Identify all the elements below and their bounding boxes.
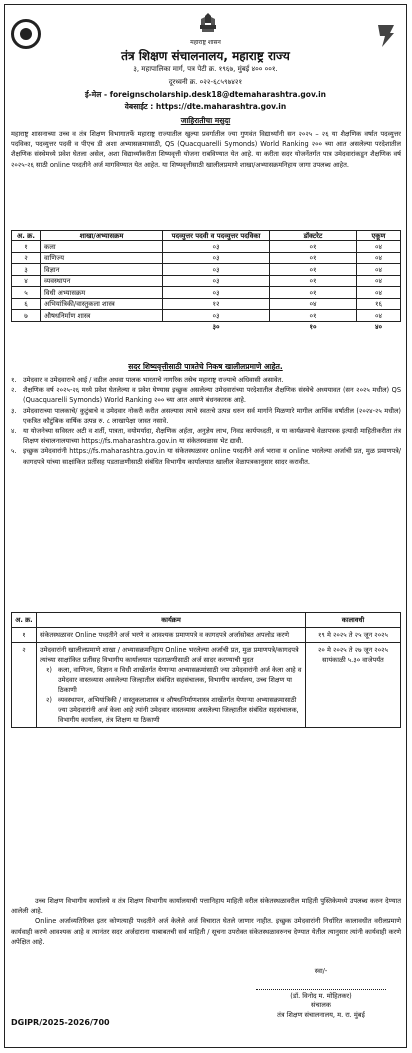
cell-serial: ७	[12, 310, 41, 322]
cell-total: ०४	[357, 241, 401, 253]
closing-paragraph: उच्च शिक्षण विभागीय कार्यालये व तंत्र शिक्षण विभागीय कार्यालयाची पत्तानिहाय माहिती वरील संकेतस्थळावरील माहिती पुस्तिकेमध्ये उपलब्ध करुन देण्यात आलेली आहे.	[11, 897, 401, 916]
cell-branch: व्यवस्थापन	[41, 275, 163, 287]
department-title: तंत्र शिक्षण संचालनालय, महाराष्ट्र राज्य	[121, 49, 290, 63]
signature-block	[246, 967, 396, 1020]
table-row	[12, 298, 401, 310]
notice-title: जाहिरातीचा मसुदा	[180, 116, 231, 125]
col-header-total: एकूण	[357, 231, 401, 241]
letterhead	[5, 5, 406, 127]
ashoka-emblem-icon	[197, 13, 219, 37]
sub-item	[40, 665, 302, 695]
cell-doctorate: ०१	[270, 287, 357, 299]
cell-total: ०४	[357, 275, 401, 287]
address-line: ३, महापालिका मार्ग, पत्र पेटी क्र. १९६७, मुंबई ४०० ००१.	[133, 65, 278, 73]
sub-item-number: २)	[46, 696, 53, 704]
totals-row	[12, 321, 401, 332]
sub-item-text: व्यवस्थापन, अभियांत्रिकी / वास्तुकलाशास्त्र व औषधनिर्माणशास्त्र शाखेंतर्गत येणाऱ्या अभ्यासक्रमासाठी ज्या उमेदवारांनी अर्ज केला आहे त्यांनी उमेदवार वास्तव्यास असलेल्या जिल्हातील संबंधित सहसंचालक, विभागीय कार्यालय, तंत्र शिक्षण या ठिकाणी	[58, 696, 299, 724]
cell-pg: ०३	[163, 241, 270, 253]
signature-sd: स्वा/-	[314, 967, 328, 975]
cell-branch: विधी अभ्यासक्रम	[41, 287, 163, 299]
signature-line	[256, 977, 386, 990]
cell-doctorate: ०१	[270, 264, 357, 276]
condition-item	[11, 375, 401, 385]
conditions-title: सदर शिष्यवृत्तीसाठी पात्रतेचे निकष खालीलप्रमाणे आहेत.	[128, 362, 283, 371]
cell-doctorate: ०१	[270, 275, 357, 287]
condition-number: ४.	[11, 427, 17, 436]
signatory-name: (डॉ. विनोद म. मोहितकर)	[290, 991, 352, 1000]
col-header-serial: अ. क्र.	[12, 231, 41, 241]
table-row	[12, 643, 401, 728]
reference-number: DGIPR/2025-2026/700	[11, 1018, 110, 1027]
cell-total: ०४	[357, 287, 401, 299]
sub-item-text: कला, वाणिज्य, विज्ञान व विधी शाखेंतर्गत येणाऱ्या अभ्यासक्रमांसाठी ज्या उमेदवारांनी अर्ज केला आहे व उमेदवार वास्तव्यास असलेल्या जिल्हातील संबंधित सहसंचालक, विभागीय कार्यालय, उच्च शिक्षण या ठिकाणी	[58, 666, 302, 694]
col-header-branch: शाखा/अभ्यासक्रम	[41, 231, 163, 241]
cell-program	[37, 643, 306, 728]
table-row	[12, 628, 401, 643]
cell-serial: २	[12, 643, 37, 728]
cell-program: संकेतस्थळावर Online पध्दतीने अर्ज भरणे व आवश्यक प्रमाणपत्रे व कागदपत्रे अर्जासोबत अपलोड करणे	[37, 628, 306, 643]
table-header-row	[12, 613, 401, 628]
advertisement-page	[4, 4, 407, 1048]
cell-pg: ०३	[163, 275, 270, 287]
condition-item	[11, 426, 401, 446]
condition-number: २.	[11, 386, 17, 395]
cell-doctorate: ०१	[270, 310, 357, 322]
col-header-doctorate: डॉक्टरेट	[270, 231, 357, 241]
cell-doctorate: ०४	[270, 298, 357, 310]
cell-serial: ४	[12, 275, 41, 287]
cell-serial: ६	[12, 298, 41, 310]
cell-total: १६	[357, 298, 401, 310]
table-header-row	[12, 231, 401, 241]
total-all: ४०	[374, 323, 383, 332]
government-line: महाराष्ट्र शासन	[190, 39, 221, 46]
table-row	[12, 287, 401, 299]
cell-period: २० मे २०२५ ते २७ जून २०२५ सायंकाळी ५.३० वाजेपर्यंत	[306, 643, 401, 728]
condition-number: ५.	[11, 447, 17, 456]
website-line: वेबसाईट : https://dte.maharashtra.gov.in	[124, 102, 287, 111]
condition-text: इच्छुक उमेदवारांनी https://fs.maharashtra.gov.in या संकेतस्थळावर online पध्दतीने अर्ज भरावा व online भरलेल्या अर्जाची प्रत, मुळ प्रमाणपत्रे/कागदपत्रे यांच्या साक्षांकित प्रतींसह पडताळणीसाठी संबंधित विभागीय कार्यालयात खालील वेळापत्रकानुसार सादर करावीत.	[23, 447, 401, 466]
total-pg: ३०	[212, 323, 220, 332]
cell-branch: औषधनिर्माण शास्त्र	[41, 310, 163, 322]
cell-doctorate: ०१	[270, 241, 357, 253]
condition-item	[11, 446, 401, 466]
schedule-table	[11, 612, 401, 728]
cell-total: ०४	[357, 264, 401, 276]
cell-doctorate: ०१	[270, 252, 357, 264]
condition-number: ३.	[11, 406, 17, 415]
cell-pg: ०३	[163, 287, 270, 299]
condition-text: या योजनेच्या सविस्तर अटी व शर्ती, पात्रता, वयोमर्यादा, शैक्षणिक अर्हता, अनुज्ञेय लाभ, निवड कार्यपध्दती, व या कार्यक्रमाचे वेळापत्रक इत्यादी माहितीकरीता तंत्र शिक्षण संचालनालयाच्या https://fs.maharashtra.gov.in या संकेतस्थळास भेट द्यावी.	[23, 427, 401, 446]
cell-branch: कला	[41, 241, 163, 253]
table-row	[12, 310, 401, 322]
conditions-list	[11, 375, 401, 467]
intro-paragraph: महाराष्ट्र शासनाच्या उच्च व तंत्र शिक्षण विभागातर्फे महाराष्ट्र राज्यातील खुल्या प्रवर्गातील ज्या गुणवंत विद्यार्थ्यांनी सन २०२५ – २६ या शैक्षणिक वर्षात पदव्युत्तर पदविका, पदव्युत्तर पदवी व पीएच डी अशा अभ्यासक्रमासाठी, QS (Quacquarelli Symonds) World Ranking २०० च्या आत असलेल्या परदेशातील शैक्षणिक संस्थेमध्ये प्रवेश घेतला असेल, अशा विद्यार्थ्यांकरीता शिष्यवृत्ती योजना राबविण्यात येत आहे. या करीता सदर योजनेंतर्गत पात्र उमेदवारांकडून शैक्षणिक वर्ष २०२५-२६ साठी online पध्दतीने अर्ज मागविण्यात येत आहेत. या शिष्यवृत्तीसाठी खालीलप्रमाणे शाखा/अभ्यासक्रमनिहाय जागा उपलब्ध आहेत.	[11, 130, 401, 169]
seats-table	[11, 230, 401, 332]
condition-item	[11, 385, 401, 405]
condition-text: उमेदवार व उमेदवाराचे आई / वडील अथवा पालक भारताचे नागरिक तसेच महाराष्ट्र राज्याचे अधिवासी असावेत.	[23, 376, 284, 384]
condition-item	[11, 406, 401, 426]
cell-branch: विज्ञान	[41, 264, 163, 276]
table-row	[12, 275, 401, 287]
col-header-program: कार्यक्रम	[37, 613, 306, 628]
condition-number: १.	[11, 376, 17, 384]
total-doctorate: १०	[309, 323, 317, 332]
table-row	[12, 241, 401, 253]
program-text: उमेदवारांनी खालीलप्रमाणे शाखा / अभ्यासक्रमनिहाय Online भरलेल्या अर्जाची प्रत, मुळ प्रमाणपत्रे/कागदपत्रे त्यांच्या साक्षांकित प्रतींसह विभागीय कार्यालयात पडताळणीसाठी अर्ज सादर करण्याची मुदत	[40, 646, 299, 664]
col-header-pg: पदव्युत्तर पदवी व पदव्युत्तर पदविका	[163, 231, 270, 241]
cell-serial: ३	[12, 264, 41, 276]
cell-branch: वाणिज्य	[41, 252, 163, 264]
sub-item-number: १)	[46, 666, 53, 674]
cell-branch: अभियांत्रिकी/वास्तुकला शास्त्र	[41, 298, 163, 310]
cell-serial: १	[12, 628, 37, 643]
condition-text: उमेदवाराच्या पालकाचे/ कुटुंबाचे व उमेदवार नोकरी करीत असल्यास त्याचे स्वतःचे उत्पन्न धरुन सर्व मार्गाने मिळणारे मागील आर्थिक वर्षातील (२०२४-२५ मधील) एकत्रित कौटुंबिक वार्षिक उत्पन्न रु. ८ लाखापेक्षा जास्त नसावे.	[23, 406, 401, 425]
cell-pg: ०३	[163, 264, 270, 276]
cell-pg: १२	[163, 298, 270, 310]
cell-total: ०४	[357, 252, 401, 264]
cell-serial: २	[12, 252, 41, 264]
col-header-period: कालावधी	[306, 613, 401, 628]
condition-text: शैक्षणिक वर्ष २०२५-२६ मध्ये प्रवेश घेतलेल्या व प्रवेश घेण्यास इच्छुक असलेल्या उमेदवारांच्या परदेशातील शैक्षणिक संस्थेचे अध्ययावत (सन २०२५ मधील) QS (Quacquarelli Symonds) World Ranking २०० च्या आत असणे बंधनकारक आहे.	[23, 386, 401, 405]
signatory-office: तंत्र शिक्षण संचालनालय, म. रा. मुंबई	[277, 1010, 365, 1019]
col-header-serial: अ. क्र.	[12, 613, 37, 628]
closing-paragraphs	[11, 896, 401, 947]
table-row	[12, 264, 401, 276]
closing-paragraph: Online अर्जाव्यतिरिक्त इतर कोणत्याही पध्दतीने अर्ज केलेले अर्ज विचारात घेतले जाणार नाहीत. इच्छुक उमेदवारांनी निर्धारित कालावधीत वरीलप्रमाणे कार्यवाही करणे आवश्यक आहे व त्यानंतर सदर अर्जदाराना याबाबतची सर्व माहिती / सूचना उपरोक्त संकेतस्थळावरुनच देण्यात येतील त्यानुसार त्यांनी कार्यवाही करणे अपेक्षित आहे.	[11, 917, 401, 946]
signatory-designation: संचालक	[311, 1001, 331, 1010]
email-line: ई-मेल - foreignscholarship.desk18@dtemaharashtra.gov.in	[85, 90, 326, 99]
cell-pg: ०३	[163, 310, 270, 322]
cell-total: ०४	[357, 310, 401, 322]
phone-line: दूरध्वनी क्र. ०२२-६८५९७४२१	[168, 78, 243, 86]
cell-serial: १	[12, 241, 41, 253]
table-row	[12, 252, 401, 264]
cell-period: १९ मे २०२५ ते २५ जून २०२५	[306, 628, 401, 643]
cell-serial: ५	[12, 287, 41, 299]
cell-pg: ०३	[163, 252, 270, 264]
sub-item	[40, 695, 302, 725]
